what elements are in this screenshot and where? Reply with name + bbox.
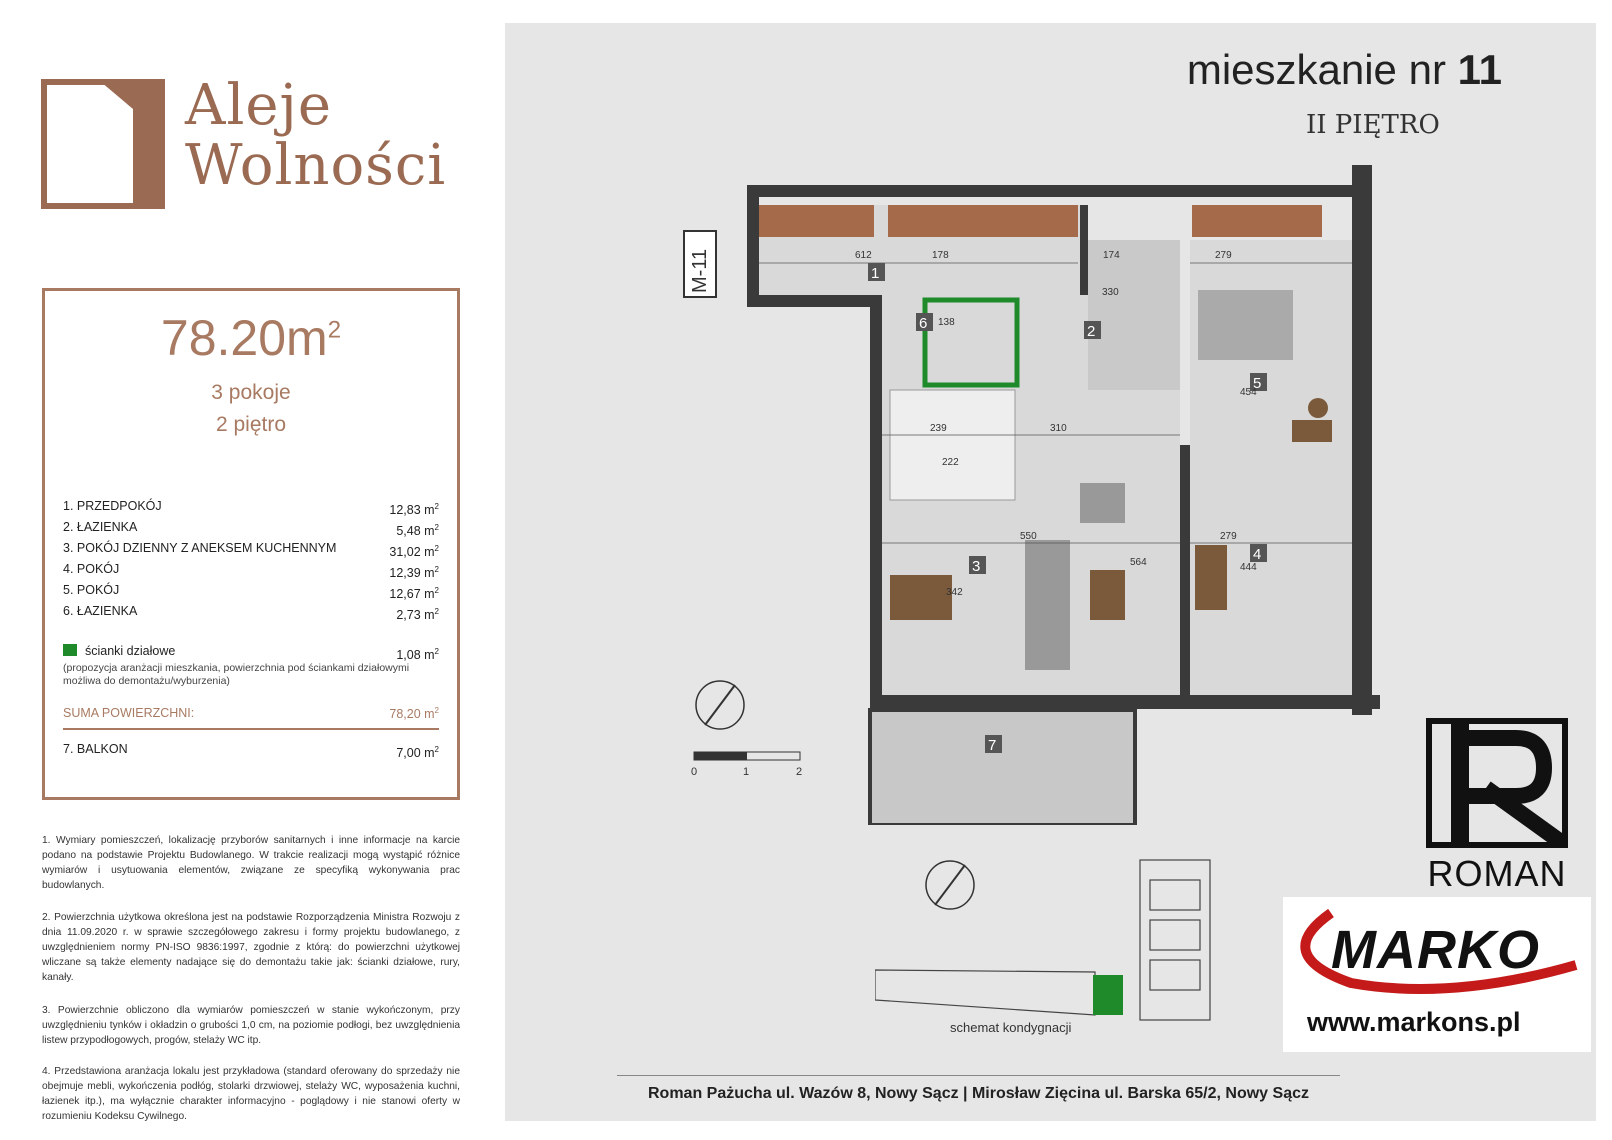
scale-label: 2: [796, 766, 803, 778]
footnote-3: 3. Powierzchnie obliczono dla wymiarów pomieszczeń w stanie wykończonym, przy uwzględnieniu tynków i okładzin o grubości 1,0 cm, na poziomie podłogi, bez uwzględnienia listew przypodłogowych, progów, stelaży WC itp.: [42, 1005, 460, 1046]
room-row: 3. POKÓJ DZIENNY Z ANEKSEM KUCHENNYM 31,02 $m^2$: [63, 541, 439, 560]
walls-legend: ścianki działowe 1,08 $m^2$ (propozycja aranżacji mieszkania, powierzchnia pod ściankami działowymi możliwa do demontażu/wyburzenia): [63, 644, 439, 687]
dimension-label: 330: [1102, 287, 1119, 298]
scale-label: 1: [743, 766, 750, 778]
brand-name: [185, 73, 447, 198]
marko-url[interactable]: www.markons.pl: [1307, 1007, 1521, 1037]
floor-level: 2 piętro: [215, 413, 287, 436]
footer-contact: Roman Pażucha ul. Wazów 8, Nowy Sącz | Mirosław Zięcina ul. Barska 65/2, Nowy Sącz: [648, 1085, 1309, 1102]
room-number: 6: [919, 315, 928, 332]
scale-label: 0: [691, 766, 698, 778]
dimension-label: 239: [930, 423, 947, 434]
footnote-2: 2. Powierzchnia użytkowa określona jest na podstawie Rozporządzenia Ministra Rozwoju z dnia 11.09.2020 r. w sprawie szczegółowego zakresu i formy projektu budowlanego, z uwzględnieniem normy PN-ISO 9836:1997, zgodnie z którą: do powierzchni użytkowej wliczane są także elementy nadające się do demontażu takie jak: ścianki działowe, rury, kanały.: [42, 912, 460, 983]
room-number: 1: [871, 265, 880, 282]
floor-plan: [680, 165, 1440, 825]
dimension-label: 138: [938, 317, 955, 328]
dimension-label: 342: [946, 587, 963, 598]
rooms-count: 3 pokoje: [211, 381, 291, 404]
dimension-label: 564: [1130, 557, 1147, 568]
dimension-label: 279: [1220, 531, 1237, 542]
marko-logo: [1283, 897, 1591, 1052]
dimension-label: 444: [1240, 562, 1257, 573]
dimension-label: 612: [855, 250, 872, 261]
room-number: 5: [1253, 375, 1262, 392]
room-row: 2. ŁAZIENKA 5,48 $m^2$: [63, 520, 439, 539]
room-number: 4: [1253, 546, 1262, 563]
dimension-label: 178: [932, 250, 949, 261]
room-row: 5. POKÓJ 12,67 $m^2$: [63, 583, 439, 602]
brand-line2: Wolności: [185, 133, 447, 198]
roman-logo-mark: [1426, 718, 1568, 848]
dimension-label: 222: [942, 457, 959, 468]
total-area: $78.20m^2$: [160, 310, 342, 366]
room-row: 1. PRZEDPOKÓJ 12,83 $m^2$: [63, 499, 439, 518]
roman-logo-text: ROMAN: [1427, 853, 1567, 894]
roman-logo: [1426, 718, 1568, 894]
schematic-label: schemat kondygnacji: [950, 1020, 1072, 1035]
brand-logo-mark: [41, 79, 165, 209]
unit-tag: M-11: [689, 248, 711, 293]
apartment-title: mieszkanie nr 11: [1186, 46, 1502, 93]
area-summary-box: [42, 288, 460, 800]
footnote-1: 1. Wymiary pomieszczeń, lokalizację przyborów sanitarnych i inne informacje na karcie podano na podstawie Projektu Budowlanego. W trakcie realizacji mogą wystąpić różnice wymiarów i usytuowania elementów, związane ze specyfiką wykonywania prac budowlanych.: [42, 835, 460, 891]
room-row: 6. ŁAZIENKA 2,73 $m^2$: [63, 604, 439, 623]
room-number: 2: [1087, 323, 1096, 340]
footer-divider: [617, 1075, 1340, 1076]
rooms-list: [63, 496, 439, 622]
balcony-row: 7. BALKON 7,00 $m^2$: [63, 742, 439, 761]
room-number: 7: [988, 737, 997, 754]
walls-swatch: [63, 644, 77, 656]
marko-logo-text: MARKO: [1331, 920, 1540, 980]
room-number: 3: [972, 558, 981, 575]
floor-label: II PIĘTRO: [1306, 110, 1440, 140]
dimension-label: 310: [1050, 423, 1067, 434]
dimension-label: 174: [1103, 250, 1120, 261]
dimension-label: 454: [1240, 387, 1257, 398]
room-row: 4. POKÓJ 12,39 $m^2$: [63, 562, 439, 581]
area-total-row: SUMA POWIERZCHNI: 78,20 $m^2$: [63, 706, 439, 730]
dimension-label: 279: [1215, 250, 1232, 261]
footnote-4: 4. Przedstawiona aranżacja lokalu jest przykładowa (standard oferowany do sprzedaży nie obejmuje mebli, wykończenia podłóg, stolarki drzwiowej, stelaży WC, wyposażenia kuchni, łazienek itp.), ma wyłącznie charakter informacyjno - poglądowy i nie stanowi oferty w rozumieniu Kodeksu Cywilnego.: [42, 1066, 460, 1122]
brand-line1: Aleje: [185, 73, 332, 138]
dimension-label: 550: [1020, 531, 1037, 542]
walls-note: (propozycja aranżacji mieszkania, powierzchnia pod ściankami działowymi możliwa do demontażu/wyburzenia): [63, 662, 410, 687]
